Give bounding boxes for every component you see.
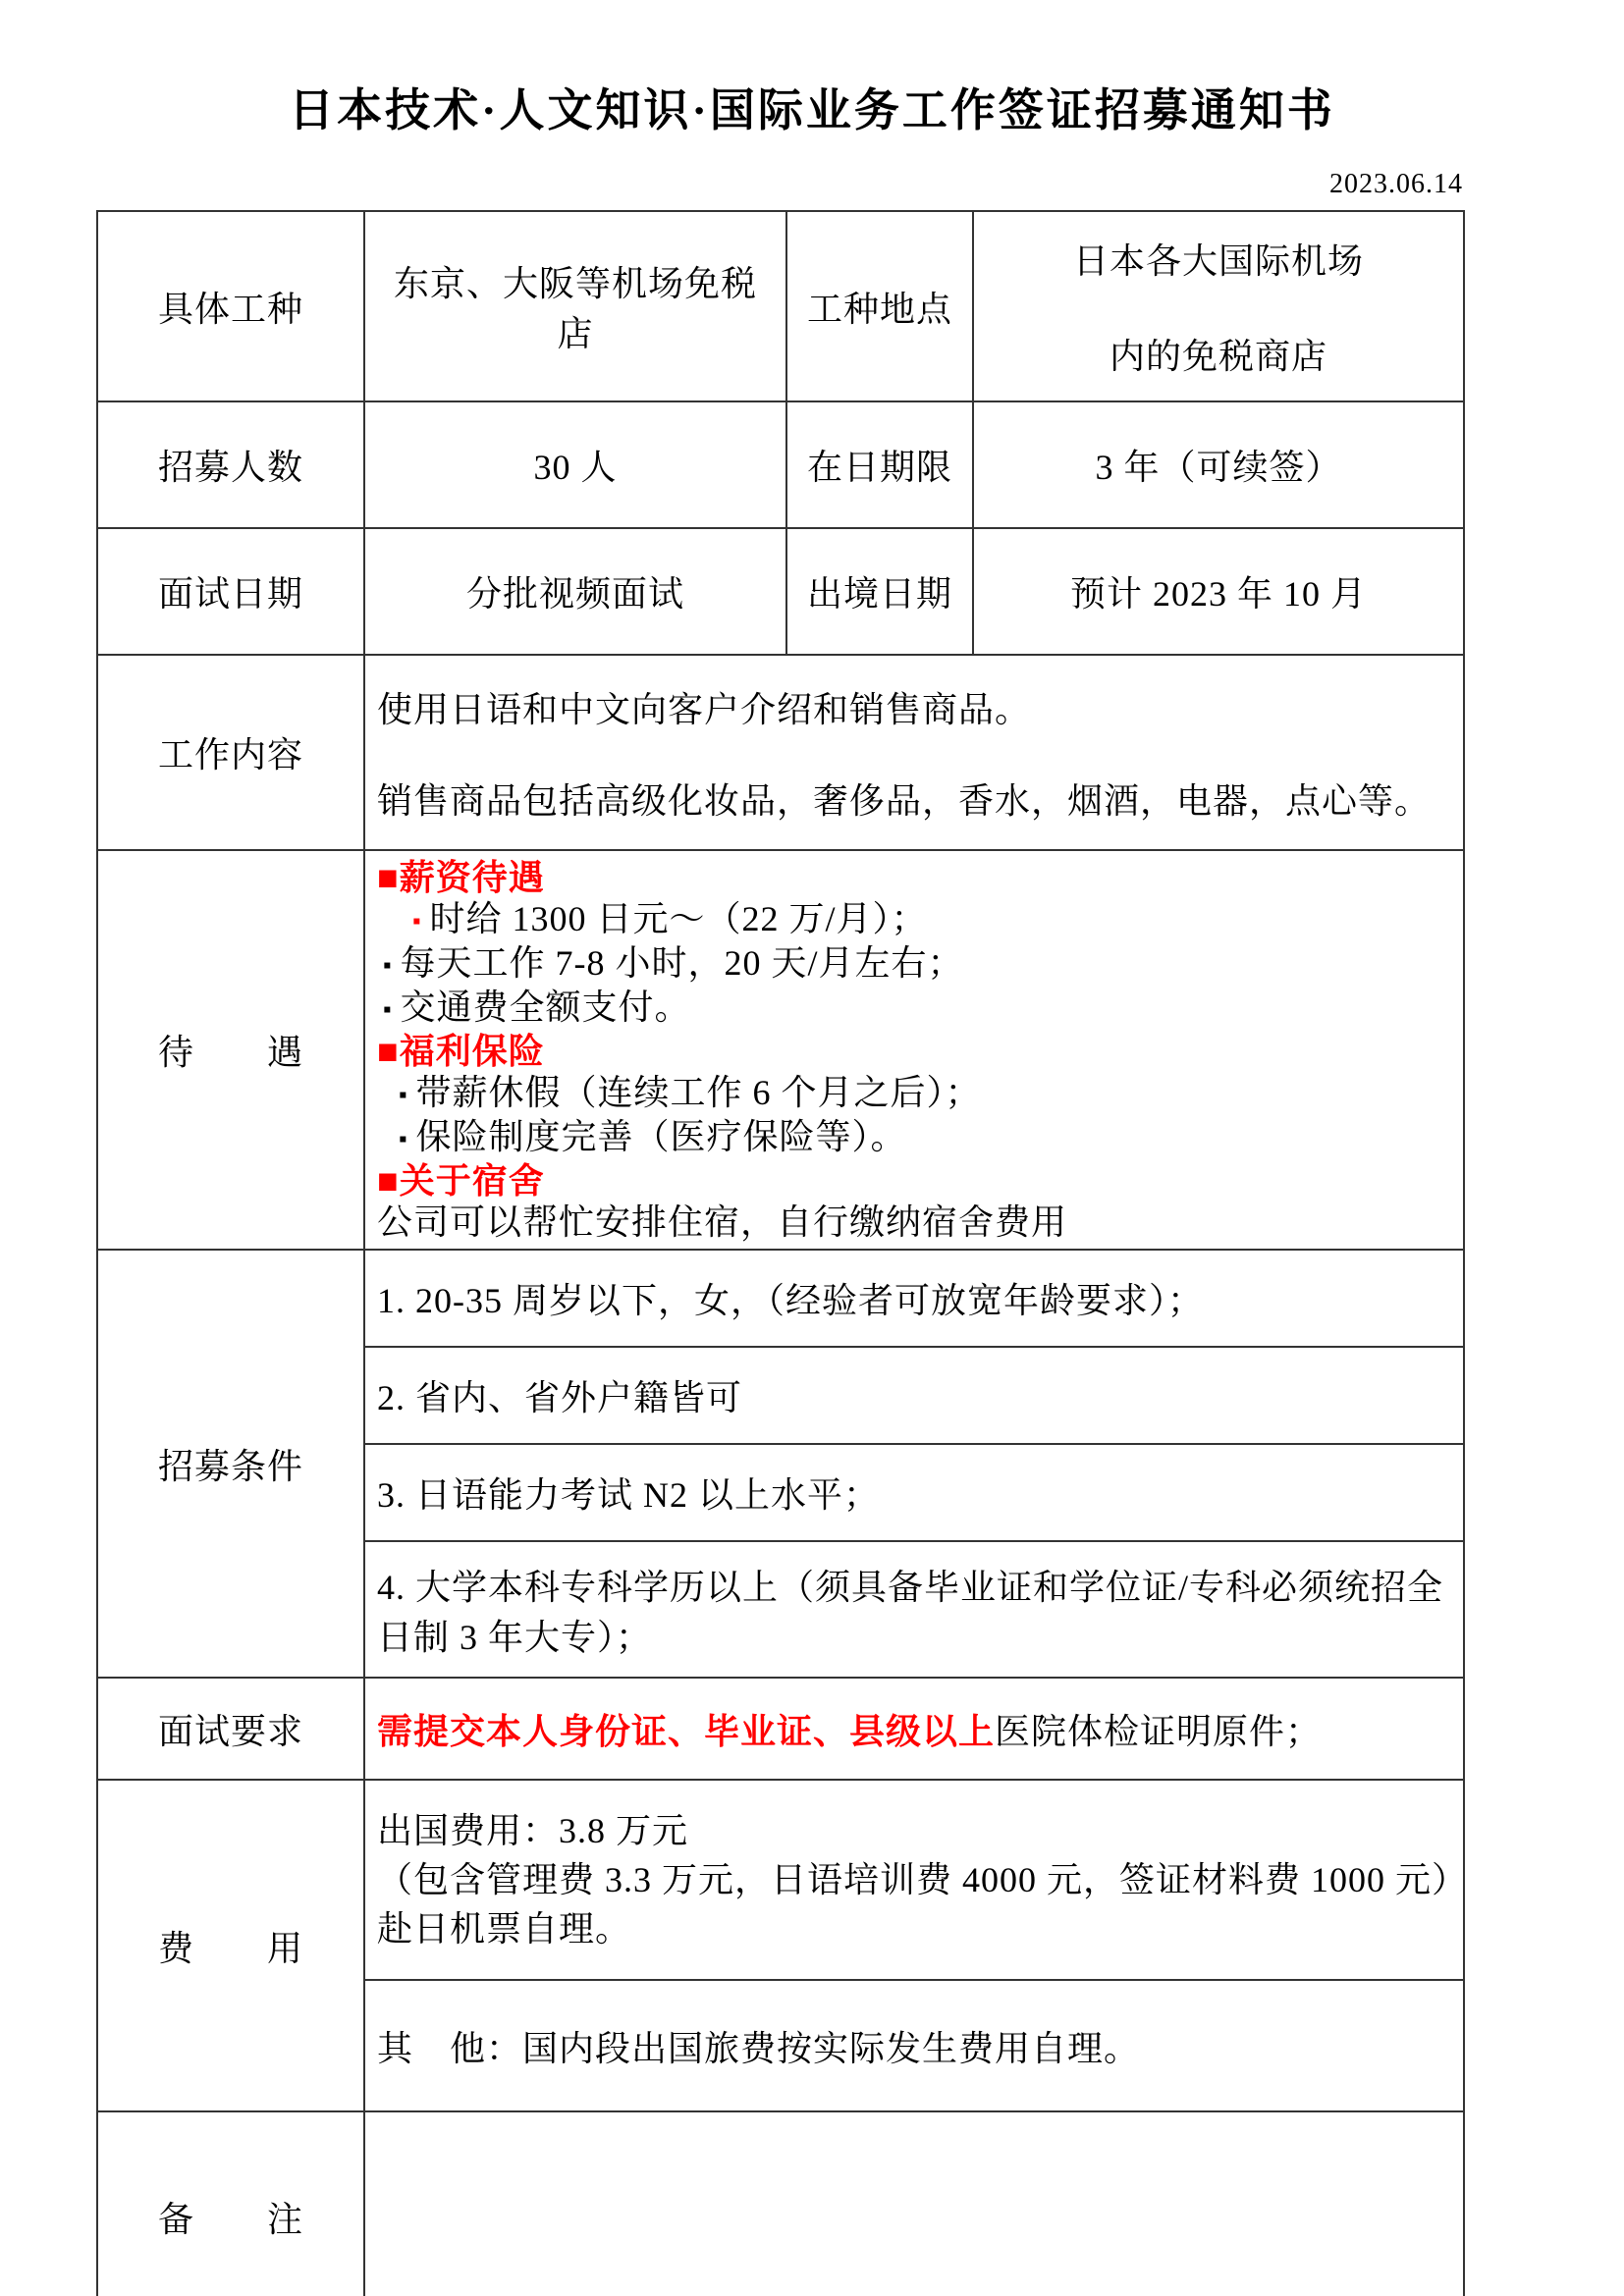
cell-value-treatment [364,850,1464,1250]
treatment-header-welfare: ■福利保险 [377,1032,545,1071]
table-row-cost-1 [97,1780,1464,1980]
treatment-item-text: 每天工作 7-8 小时，20 天/月左右； [400,943,964,983]
square-bullet-icon: ▪ [399,1127,408,1152]
treatment-header-dormitory: ■关于宿舍 [377,1161,545,1201]
table-row-work-content [97,655,1464,850]
treatment-item-insurance [377,1116,1451,1160]
cell-condition-japanese-level: 3. 日语能力考试 N2 以上水平； [364,1444,1464,1541]
table-row-conditions-1 [97,1250,1464,1347]
cell-label-remarks: 备 注 [97,2111,364,2296]
cell-label-interview-date: 面试日期 [97,528,364,655]
treatment-item-work-hours [377,942,1451,987]
cell-label-work-content: 工作内容 [97,655,364,850]
cell-value-departure-date: 预计 2023 年 10 月 [973,528,1464,655]
square-bullet-icon: ▪ [383,997,393,1023]
interview-req-highlight: 需提交本人身份证、毕业证、县级以上 [377,1711,996,1751]
treatment-item-text: 交通费全额支付。 [400,988,691,1027]
cell-cost-other: 其 他：国内段出国旅费按实际发生费用自理。 [364,1980,1464,2111]
document-title: 日本技术·人文知识·国际业务工作签证招募通知书 [289,85,1335,135]
treatment-header-salary: ■薪资待遇 [377,858,545,897]
cell-value-interview-date: 分批视频面试 [364,528,786,655]
recruitment-table [96,210,1465,2296]
treatment-item-text: 带薪休假（连续工作 6 个月之后）； [415,1073,982,1112]
cell-label-stay-period: 在日期限 [786,401,973,528]
work-content-line1: 使用日语和中文向客户介绍和销售商品。 [377,689,1032,729]
treatment-item-text: 保险制度完善（医疗保险等）。 [415,1117,907,1156]
cell-label-departure-date: 出境日期 [786,528,973,655]
cell-label-cost: 费 用 [97,1780,364,2111]
table-row-interview-requirements [97,1678,1464,1780]
interview-req-rest: 医院体检证明原件； [995,1711,1323,1751]
document-date: 2023.06.14 [1329,169,1463,199]
cell-label-job-type: 具体工种 [97,211,364,401]
treatment-dormitory-note: 公司可以帮忙安排住宿，自行缴纳宿舍费用 [377,1202,1068,1242]
treatment-item-paid-leave [377,1072,1451,1116]
cell-value-headcount: 30 人 [364,401,786,528]
cell-label-job-location: 工种地点 [786,211,973,401]
square-bullet-icon: ▪ [412,909,422,934]
cell-value-job-type: 东京、大阪等机场免税店 [364,211,786,401]
work-content-line2: 销售商品包括高级化妆品，奢侈品，香水，烟酒，电器，点心等。 [377,780,1432,821]
treatment-item-hourly-wage [377,898,1451,942]
cell-label-interview-requirements: 面试要求 [97,1678,364,1780]
job-location-line2: 内的免税商店 [1109,337,1327,376]
table-row-headcount [97,401,1464,528]
cell-condition-age: 1. 20-35 周岁以下，女，（经验者可放宽年龄要求）； [364,1250,1464,1347]
cell-value-work-content [364,655,1464,850]
cell-condition-education: 4. 大学本科专科学历以上（须具备毕业证和学位证/专科必须统招全日制 3 年大专）； [364,1541,1464,1678]
square-bullet-icon: ▪ [399,1083,408,1108]
cell-cost-breakdown [364,1780,1464,1980]
table-row-treatment [97,850,1464,1250]
job-location-line1: 日本各大国际机场 [1072,241,1364,281]
cell-label-conditions: 招募条件 [97,1250,364,1678]
cost-detail-line: （包含管理费 3.3 万元，日语培训费 4000 元，签证材料费 1000 元）赴日机票自理。 [377,1860,1451,1949]
cell-value-interview-requirements [364,1678,1464,1780]
cell-value-stay-period: 3 年（可续签） [973,401,1464,528]
square-bullet-icon: ▪ [383,953,393,979]
cell-value-job-location [973,211,1464,401]
cell-label-headcount: 招募人数 [97,401,364,528]
treatment-item-text: 时给 1300 日元～（22 万/月）； [429,899,928,938]
cost-total-line: 出国费用：3.8 万元 [377,1811,689,1850]
treatment-item-transport [377,987,1451,1031]
table-row-remarks [97,2111,1464,2296]
cell-condition-residence: 2. 省内、省外户籍皆可 [364,1347,1464,1444]
table-row-job-type [97,211,1464,401]
cell-value-remarks [364,2111,1464,2296]
cell-label-treatment: 待 遇 [97,850,364,1250]
table-row-interview-date [97,528,1464,655]
